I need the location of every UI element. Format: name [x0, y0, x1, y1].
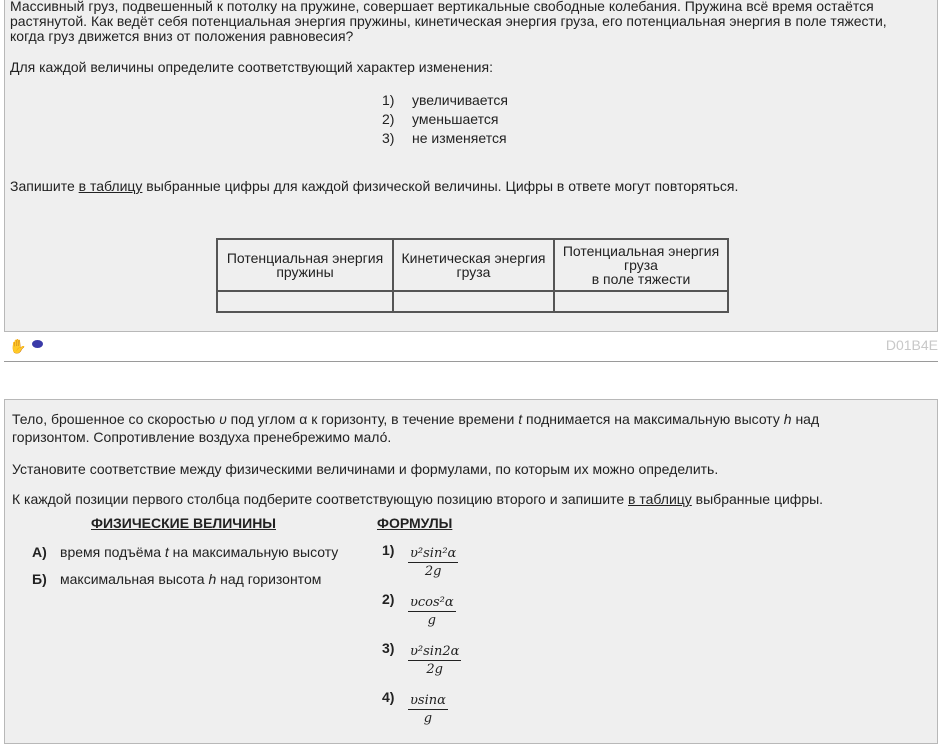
formula-number: 2)	[382, 591, 395, 607]
fraction	[408, 594, 456, 629]
text-part: на максимальную высоту	[168, 544, 339, 560]
task2-text-line1	[12, 410, 929, 428]
write-prefix: Запишите	[10, 178, 79, 194]
eye-icon[interactable]	[32, 340, 43, 348]
option-3	[382, 129, 507, 148]
divider	[4, 361, 938, 362]
text-part: под углом α к горизонту, в течение времени	[226, 411, 519, 427]
text-part: выбранные цифры.	[691, 491, 824, 507]
answer-table-header-2	[393, 239, 554, 291]
hand-pointer-icon[interactable]: ✋	[9, 338, 27, 354]
answer-table-header-1	[217, 239, 393, 291]
var-v: υ	[219, 411, 227, 427]
formula-number: 3)	[382, 640, 395, 656]
answer-table-header-3	[554, 239, 728, 291]
text-part: над горизонтом	[216, 571, 322, 587]
var-h: h	[208, 571, 217, 587]
header-line: Кинетическая энергия	[401, 250, 546, 266]
option-2	[382, 110, 498, 129]
header-line: Потенциальная энергия	[562, 243, 720, 259]
option-label: увеличивается	[412, 92, 508, 108]
option-1	[382, 91, 508, 110]
task2-text-line2: горизонтом. Сопротивление воздуха пренебрежимо мало́.	[12, 429, 392, 445]
denominator: g	[423, 711, 433, 726]
numerator: υ²sin²α	[410, 546, 457, 561]
text-part: максимальная высота	[60, 571, 209, 587]
task-toolbar	[4, 336, 938, 354]
fraction	[408, 545, 458, 580]
text-part: время подъёма	[60, 544, 165, 560]
text-part: К каждой позиции первого столбца подберите соответствующую позицию второго и запишите	[12, 491, 629, 507]
header-line: в поле тяжести	[591, 271, 691, 287]
formula-number: 4)	[382, 689, 395, 705]
option-label: уменьшается	[412, 111, 499, 127]
text-part: над	[791, 411, 820, 427]
answer-table	[216, 238, 729, 313]
task1-write-instruction	[10, 179, 931, 194]
answer-cell-2[interactable]	[393, 291, 554, 312]
quantity-letter: А)	[32, 544, 47, 560]
task1-text-line3: когда груз движется вниз от положения равновесия?	[10, 28, 354, 44]
answer-cell-1[interactable]	[217, 291, 393, 312]
fraction	[408, 692, 448, 727]
fraction	[408, 643, 461, 678]
table-link[interactable]: в таблицу	[78, 178, 143, 194]
task1-panel	[4, 0, 938, 332]
denominator: g	[427, 613, 436, 628]
option-number: 1)	[382, 92, 395, 108]
header-line: груза	[456, 264, 491, 280]
option-label: не изменяется	[412, 130, 507, 146]
var-t: t	[518, 411, 523, 427]
denominator: 2g	[426, 662, 443, 677]
option-number: 2)	[382, 111, 395, 127]
formula-number: 1)	[382, 542, 395, 558]
text-part: поднимается на максимальную высоту	[522, 411, 784, 427]
numerator: υcos²α	[410, 595, 454, 610]
quantity-b	[32, 571, 321, 587]
write-suffix: выбранные цифры для каждой физической величины. Цифры в ответе могут повторяться.	[142, 178, 739, 194]
task2-panel	[4, 399, 938, 744]
task2-match-instruction	[12, 490, 929, 508]
task-code: D01B4E	[885, 337, 938, 353]
header-line: Потенциальная энергия	[226, 250, 384, 266]
task2-establish: Установите соответствие между физическими величинами и формулами, по которым их можно определить.	[12, 461, 719, 477]
quantity-a	[32, 544, 338, 560]
header-line: пружины	[276, 264, 334, 280]
numerator: υ²sin2α	[410, 644, 460, 659]
task1-text-line2: растянутой. Как ведёт себя потенциальная энергия пружины, кинетическая энергия груза, его потенциальная энергия в поле тяжести,	[10, 13, 887, 29]
numerator: υsinα	[410, 693, 446, 708]
text-part: Тело, брошенное со скоростью	[12, 411, 220, 427]
answer-cell-3[interactable]	[554, 291, 728, 312]
quantities-header: ФИЗИЧЕСКИЕ ВЕЛИЧИНЫ	[91, 515, 277, 531]
table-link-2[interactable]: в таблицу	[628, 491, 692, 507]
quantity-letter: Б)	[32, 571, 47, 587]
var-h: h	[783, 411, 792, 427]
denominator: 2g	[424, 564, 442, 579]
task1-instruction: Для каждой величины определите соответствующий характер изменения:	[10, 59, 493, 75]
formulas-header: ФОРМУЛЫ	[377, 515, 453, 531]
var-t: t	[164, 544, 169, 560]
task1-text-line1: Массивный груз, подвешенный к потолку на пружине, совершает вертикальные свободные колебания. Пружина всё время остаётся	[10, 0, 874, 14]
option-number: 3)	[382, 130, 395, 146]
header-line: груза	[624, 257, 658, 273]
